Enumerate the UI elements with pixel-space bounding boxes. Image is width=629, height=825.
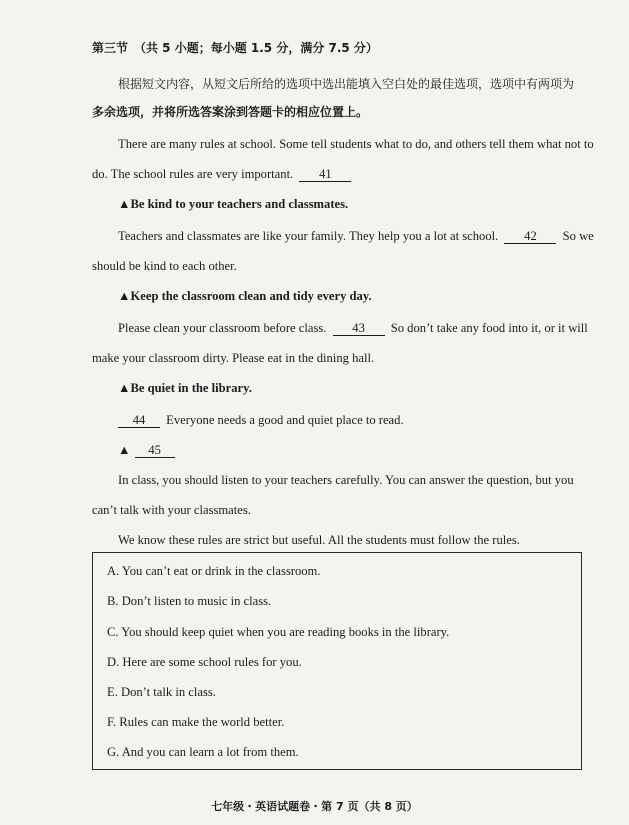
options-box <box>92 552 582 770</box>
blank-42[interactable]: 42 <box>504 229 556 244</box>
passage-p6: We know these rules are strict but useful. All the students must follow the rules. <box>118 533 520 547</box>
option-a: A. You can’t eat or drink in the classroom. <box>107 564 321 578</box>
section-title: 第三节 （共 5 小题；每小题 1.5 分，满分 7.5 分） <box>92 41 378 55</box>
heading-be-kind: ▲Be kind to your teachers and classmates. <box>118 197 349 211</box>
option-c: C. You should keep quiet when you are reading books in the library. <box>107 625 450 639</box>
instructions-line-2: 多余选项，并将所选答案涂到答题卡的相应位置上。 <box>92 105 369 119</box>
blank-43[interactable]: 43 <box>333 321 385 336</box>
instructions-line-1: 根据短文内容，从短文后所给的选项中选出能填入空白处的最佳选项，选项中有两项为 <box>118 77 575 91</box>
passage-p1-line-2 <box>92 166 592 182</box>
option-b: B. Don’t listen to music in class. <box>107 594 272 608</box>
blank-44[interactable]: 44 <box>118 413 160 428</box>
passage-p2-text: Teachers and classmates are like your family. They help you a lot at school. <box>118 229 499 243</box>
passage-p4 <box>118 412 592 428</box>
page-footer: 七年级・英语试题卷・第 7 页（共 8 页） <box>211 800 418 813</box>
passage-p2-after-text: So we <box>562 229 594 243</box>
passage-p2-line-2: should be kind to each other. <box>92 259 237 273</box>
passage-p5-line-1: In class, you should listen to your teachers carefully. You can answer the question, but you <box>118 473 574 487</box>
heading-blank-45 <box>118 442 592 458</box>
passage-p3-line-1 <box>118 320 592 336</box>
passage-p1-line-1: There are many rules at school. Some tell students what to do, and others tell them what not to <box>118 137 594 151</box>
heading-be-quiet: ▲Be quiet in the library. <box>118 381 252 395</box>
passage-p2-line-1 <box>118 228 592 244</box>
passage-p3-after-text: So don’t take any food into it, or it will <box>390 321 588 335</box>
option-f: F. Rules can make the world better. <box>107 715 285 729</box>
blank-41[interactable]: 41 <box>299 167 351 182</box>
passage-p5-line-2: can’t talk with your classmates. <box>92 503 251 517</box>
passage-p3-line-2: make your classroom dirty. Please eat in the dining hall. <box>92 351 375 365</box>
passage-p1-line-2-text: do. The school rules are very important. <box>92 167 294 181</box>
heading-keep-clean: ▲Keep the classroom clean and tidy every day. <box>118 289 372 303</box>
option-g: G. And you can learn a lot from them. <box>107 745 299 759</box>
triangle-marker: ▲ <box>118 443 131 457</box>
blank-45[interactable]: 45 <box>135 443 175 458</box>
option-d: D. Here are some school rules for you. <box>107 655 302 669</box>
passage-p4-text: Everyone needs a good and quiet place to read. <box>166 413 404 427</box>
passage-p3-text: Please clean your classroom before class. <box>118 321 327 335</box>
option-e: E. Don’t talk in class. <box>107 685 216 699</box>
